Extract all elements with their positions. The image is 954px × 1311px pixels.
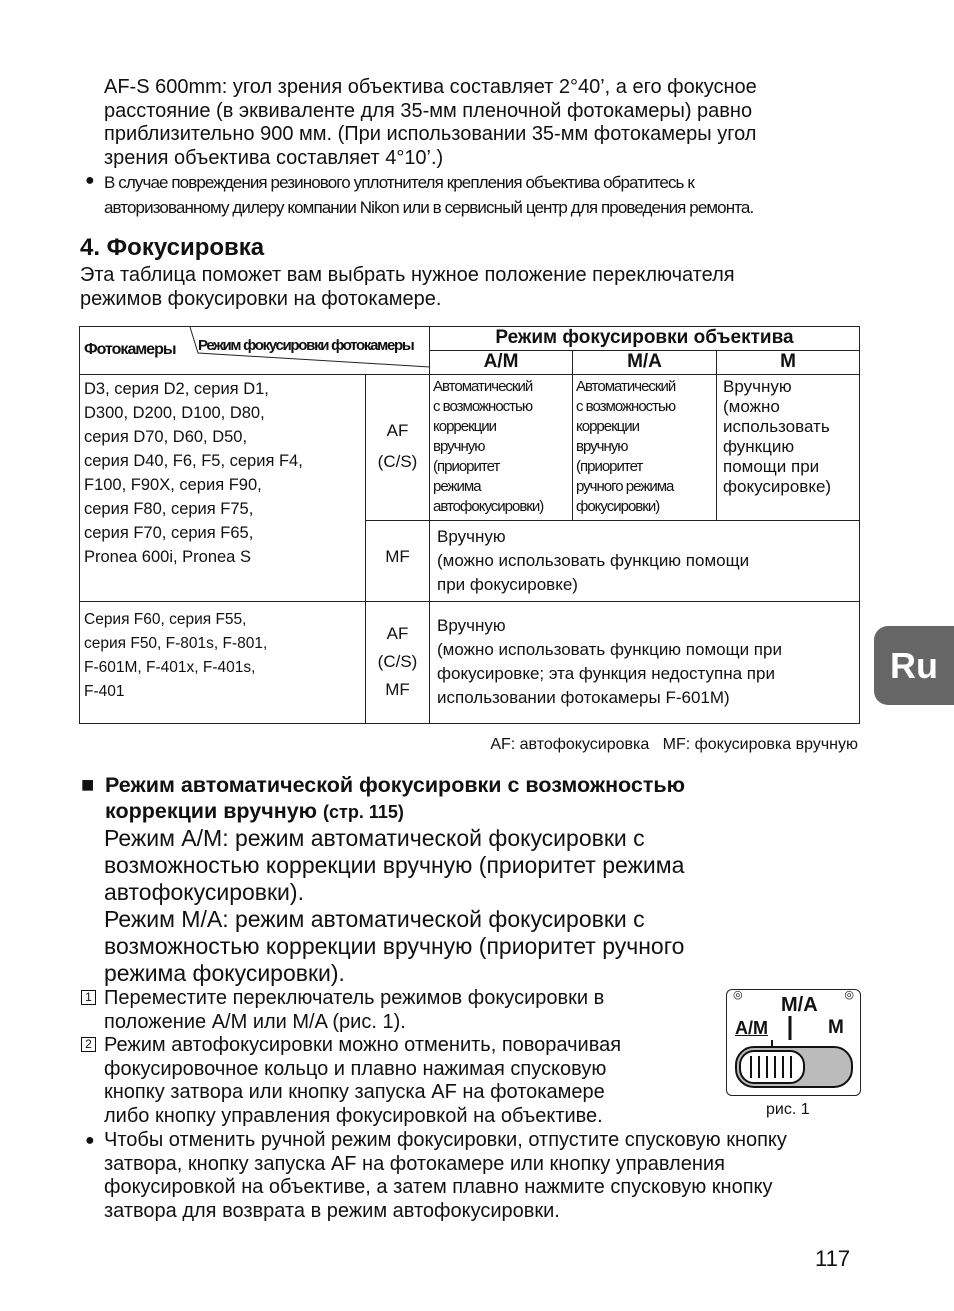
- cell-line: использовать: [723, 417, 830, 436]
- page-number: 117: [815, 1246, 851, 1271]
- text-line: авторизованному дилеру компании Nikon или в сервисный центр для проведения ремонта.: [104, 198, 754, 217]
- mode-line: AF: [386, 421, 409, 440]
- language-tab: Ru: [874, 626, 954, 705]
- section-intro: [80, 264, 735, 311]
- text-line: возможностью коррекции вручную (приоритет режима: [104, 852, 685, 878]
- cell-line: использовании фотокамеры F-601M): [437, 688, 730, 707]
- camera-line: D3, серия D2, серия D1,: [84, 380, 269, 398]
- text-line: либо кнопку управления фокусировкой на объективе.: [104, 1104, 603, 1127]
- screw-icon: ◎: [844, 989, 854, 1001]
- cell-line: (приоритет: [433, 458, 500, 475]
- cell-line: коррекции: [433, 418, 497, 435]
- text-line: В случае повреждения резинового уплотнителя крепления объектива обратитесь к: [104, 173, 694, 192]
- section-bullet-icon: ■: [81, 772, 95, 797]
- cell-line: помощи при: [723, 457, 820, 476]
- cell-line: фокусировки): [576, 498, 660, 515]
- camera-line: серия F50, F-801s, F-801,: [84, 635, 268, 652]
- cell-line: Автоматический: [576, 378, 676, 395]
- cell-am-description: [430, 375, 573, 521]
- camera-line: F100, F90X, серия F90,: [84, 476, 262, 494]
- camera-mode-af: [366, 375, 430, 521]
- focus-mode-table: [79, 326, 860, 724]
- switch-slider-icon: [727, 990, 860, 1095]
- subsection-title-line: [105, 798, 685, 825]
- camera-line: D300, D200, D100, D80,: [84, 404, 265, 422]
- camera-mode-mf: MF: [366, 521, 430, 602]
- cell-line: (приоритет: [576, 458, 643, 475]
- camera-line: Pronea 600i, Pronea S: [84, 548, 251, 566]
- table-corner: [80, 327, 430, 375]
- text-line: кнопку затвора или кнопку запуска AF на фотокамере: [104, 1081, 605, 1103]
- mode-line: AF: [386, 624, 409, 643]
- text-line: режима фокусировки).: [104, 960, 345, 986]
- step-number: 2: [81, 1037, 96, 1052]
- cell-line: автофокусировки): [433, 498, 544, 515]
- cell-line: с возможностью: [576, 398, 676, 415]
- bullet-icon: ●: [85, 1132, 95, 1149]
- label-m: M: [828, 1017, 844, 1038]
- figure-caption: рис. 1: [766, 1101, 810, 1118]
- final-bullet: [104, 1129, 787, 1223]
- text-line: Режим автофокусировки можно отменить, поворачивая: [104, 1034, 622, 1056]
- mode-line: (C/S): [377, 452, 418, 471]
- camera-mode-group-2: [366, 602, 430, 724]
- text-line: AF-S 600mm: угол зрения объектива составляет 2°40’, а его фокусное: [104, 76, 757, 98]
- cell-line: Вручную: [437, 616, 506, 635]
- section-title: 4. Фокусировка: [80, 234, 265, 261]
- cell-line: вручную: [433, 438, 485, 455]
- cell-group-2-description: [430, 602, 860, 724]
- col-header-ma: M/A: [573, 351, 717, 375]
- bullet-icon: ●: [85, 172, 95, 189]
- camera-line: серия F70, серия F65,: [84, 524, 254, 542]
- text-line: Режим M/A: режим автоматической фокусировки с: [104, 906, 645, 932]
- text-line: фокусировкой на объективе, а затем плавно нажмите спусковую кнопку: [104, 1176, 773, 1198]
- step-1: [104, 987, 604, 1034]
- cell-line: коррекции: [576, 418, 640, 435]
- table-legend: AF: автофокусировка MF: фокусировка вручную: [490, 736, 858, 753]
- intro-bullet: [104, 170, 753, 220]
- text-line: автофокусировки).: [104, 879, 304, 905]
- cell-line: с возможностью: [433, 398, 533, 415]
- step-2: [104, 1034, 621, 1128]
- mode-line: (C/S): [377, 652, 418, 671]
- camera-line: F-401: [84, 683, 125, 700]
- cell-line: ручного режима: [576, 478, 674, 495]
- camera-line: серия F80, серия F75,: [84, 500, 254, 518]
- label-am: A/M: [735, 1018, 768, 1038]
- text-line: Эта таблица поможет вам выбрать нужное положение переключателя: [80, 264, 735, 286]
- cell-line: Автоматический: [433, 378, 533, 395]
- camera-group-1: [80, 375, 366, 602]
- text-line: затвора, кнопку запуска AF на фотокамере или кнопку управления: [104, 1152, 725, 1175]
- col-header-am: A/M: [430, 351, 573, 375]
- mode-line: MF: [385, 680, 410, 699]
- step-number: 1: [81, 990, 96, 1005]
- camera-group-2: [80, 602, 366, 724]
- cell-line: (можно: [723, 397, 780, 416]
- subsection-title-text: коррекции вручную: [105, 799, 318, 823]
- page-reference: (стр. 115): [323, 802, 404, 822]
- corner-camera-label: Фотокамеры: [84, 341, 176, 358]
- cell-line: Вручную: [437, 527, 506, 546]
- camera-line: серия D70, D60, D50,: [84, 428, 248, 446]
- camera-line: Серия F60, серия F55,: [84, 611, 247, 628]
- cell-mf-description: [430, 521, 860, 602]
- corner-mode-label: Режим фокусировки фотокамеры: [198, 337, 414, 354]
- cell-line: (можно использовать функцию помощи при: [437, 640, 782, 659]
- text-line: приблизительно 900 мм. (При использовании 35-мм фотокамеры угол: [104, 123, 757, 145]
- cell-line: фокусировке; эта функция недоступна при: [437, 664, 775, 683]
- cell-line: при фокусировке): [437, 575, 578, 594]
- cell-line: (можно использовать функцию помощи: [437, 551, 750, 570]
- text-line: расстояние (в эквиваленте для 35-мм пленочной фотокамеры) равно: [104, 99, 753, 122]
- screw-icon: ◎: [733, 989, 743, 1001]
- cell-line: Вручную: [723, 377, 792, 396]
- text-line: положение A/M или M/A (рис. 1).: [104, 1010, 406, 1033]
- lens-mode-header: Режим фокусировки объектива: [430, 327, 860, 351]
- cell-line: вручную: [576, 438, 628, 455]
- text-line: возможностью коррекции вручную (приоритет ручного: [104, 933, 685, 959]
- col-header-m: M: [717, 351, 860, 375]
- cell-line: функцию: [723, 437, 795, 456]
- label-ma: M/A: [781, 994, 818, 1016]
- intro-paragraph: [104, 76, 757, 170]
- text-line: затвора для возврата в режим автофокусировки.: [104, 1199, 560, 1222]
- camera-line: F-601M, F-401x, F-401s,: [84, 659, 256, 676]
- text-line: Режим A/M: режим автоматической фокусировки с: [104, 825, 645, 851]
- subsection-body: [104, 825, 684, 987]
- text-line: Чтобы отменить ручной режим фокусировки, отпустите спусковую кнопку: [104, 1129, 787, 1151]
- cell-line: фокусировке): [723, 477, 832, 496]
- camera-line: серия D40, F6, F5, серия F4,: [84, 452, 303, 470]
- subsection-title-line: Режим автоматической фокусировки с возможностью: [105, 773, 685, 797]
- cell-m-description: [717, 375, 860, 521]
- text-line: Переместите переключатель режимов фокусировки в: [104, 987, 605, 1009]
- focus-switch-figure: [726, 989, 861, 1096]
- text-line: фокусировочное кольцо и плавно нажимая спусковую: [104, 1057, 607, 1080]
- text-line: режимов фокусировки на фотокамере.: [80, 287, 442, 310]
- text-line: зрения объектива составляет 4°10’.): [104, 146, 444, 169]
- cell-ma-description: [573, 375, 717, 521]
- subsection-title: [105, 772, 685, 825]
- cell-line: режима: [433, 478, 481, 495]
